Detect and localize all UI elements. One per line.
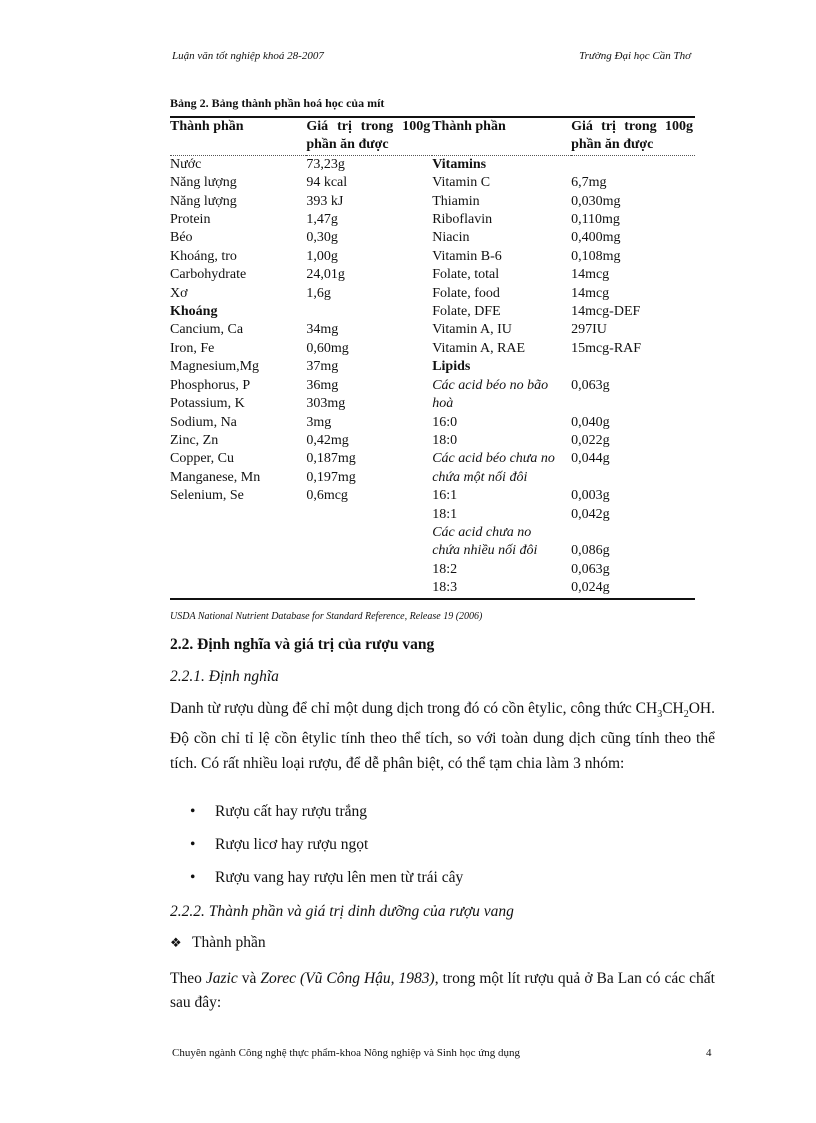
bullet-icon: • [190,803,196,820]
definition-paragraph: Danh từ rượu dùng để chỉ một dung dịch trong đó có cồn êtylic, công thức $CH_3CH_2OH$. Độ cồn chỉ tỉ lệ cồn êtylic tính theo thể tích, so với toàn dung dịch cũng tính theo thể tích. Có rất nhiều loại rượu, để dễ phân biệt, có thể tạm chia làm 3 nhóm: [170,700,715,772]
nutrient-name: Magnesium,Mg [170,359,260,375]
nutrient-value: 297IU [571,322,607,338]
nutrient-name [170,542,306,560]
nutrient-value: 14mcg [571,285,610,301]
nutrient-value: 0,400mg [571,230,621,246]
table-row [170,579,695,598]
nutrient-value: 34mg [306,322,339,338]
nutrient-name: Niacin [432,230,470,246]
nutrient-value: 0,60mg [306,340,349,356]
table-row [170,155,695,174]
diamond-bullet-icon: ❖ [170,936,182,951]
nutrient-name: Sodium, Na [170,414,237,430]
table-row [170,229,695,247]
nutrient-name: Riboflavin [432,212,493,228]
subsection-heading-definition: 2.2.1. Định nghĩa [170,668,279,685]
nutrient-name: Protein [170,212,211,228]
nutrient-value: 3mg [306,414,332,430]
bullet-icon: • [190,869,196,886]
nutrient-name: chứa nhiều nối đôi [432,543,538,559]
nutrient-name: Carbohydrate [170,267,247,283]
nutrient-name: Folate, total [432,267,500,283]
nutrient-name: Năng lượng [170,175,237,191]
table-caption: Bảng 2. Bảng thành phần hoá học của mít [170,96,385,110]
nutrient-name: Các acid chưa no [432,524,532,540]
nutrient-name: Phosphorus, P [170,377,251,393]
nutrient-name: Vitamin B-6 [432,248,502,264]
table-row [170,450,695,468]
column-header: Thành phần [432,117,571,155]
subsection-heading-composition: 2.2.2. Thành phần và giá trị dinh dưỡng của rượu vang [170,903,514,920]
nutrient-value: 0,110mg [571,212,620,228]
nutrient-name: Folate, food [432,285,500,301]
nutrient-name: Selenium, Se [170,488,244,504]
nutrient-name: Khoáng [170,304,218,320]
nutrient-value: 0,030mg [571,193,621,209]
table-row [170,432,695,450]
nutrient-value: 0,187mg [306,451,356,467]
nutrient-value [306,506,432,524]
nutrient-value [571,395,695,413]
nutrient-name: Béo [170,230,193,246]
table-row [170,524,695,542]
nutrient-name: Manganese, Mn [170,469,261,485]
nutrient-name: 16:0 [432,414,458,430]
nutrient-name: Cancium, Ca [170,322,244,338]
table-row [170,487,695,505]
nutrient-name: Zinc, Zn [170,432,219,448]
table-row [170,469,695,487]
table-body [170,155,695,598]
nutrient-name: Năng lượng [170,193,237,209]
nutrient-value [571,155,695,174]
nutrient-value: 0,6mcg [306,488,348,504]
nutrient-value: 0,044g [571,451,610,467]
nutrient-value: 14mcg-DEF [571,304,641,320]
nutrient-name: Nước [170,156,202,172]
column-header: Thành phần [170,117,306,155]
nutrient-value: 0,086g [571,543,610,559]
nutrient-value [571,469,695,487]
table-row [170,248,695,266]
table-row [170,211,695,229]
nutrient-name: Khoáng, tro [170,248,237,264]
composition-label: ❖ Thành phần [170,934,266,951]
nutrient-value: 0,30g [306,230,338,246]
footer-text: Chuyên ngành Công nghệ thực phẩm-khoa Nông nghiệp và Sinh học ứng dụng [172,1047,520,1059]
nutrient-name: 18:3 [432,579,571,598]
nutrient-name [170,506,306,524]
section-heading: 2.2. Định nghĩa và giá trị của rượu vang [170,636,435,653]
nutrient-name: Folate, DFE [432,304,501,320]
table-row [170,321,695,339]
nutrient-name [170,524,306,542]
nutrient-value: 0,108mg [571,248,621,264]
nutrient-value: 37mg [306,359,339,375]
nutrient-name: Thiamin [432,193,480,209]
nutrient-name: Vitamins [432,156,487,172]
table-row [170,542,695,560]
table-row [170,266,695,284]
nutrient-value [306,579,432,598]
nutrient-name: hoà [432,396,454,412]
column-header: Giá trị trong 100g phần ăn được [571,117,695,155]
nutrient-value: 0,063g [571,377,610,393]
nutrient-value: 6,7mg [571,175,607,191]
nutrient-value: 0,063g [571,561,610,577]
nutrient-value: 0,040g [571,414,610,430]
nutrient-name: Potassium, K [170,396,245,412]
table-row [170,340,695,358]
table-row [170,285,695,303]
table-row [170,506,695,524]
nutrient-value: 1,47g [306,212,338,228]
nutrient-name: Vitamin A, IU [432,322,512,338]
nutrient-value [571,358,695,376]
nutrient-name: Iron, Fe [170,340,215,356]
nutrient-value: 14mcg [571,267,610,283]
nutrient-value: 303mg [306,396,346,412]
header-right: Trường Đại học Cần Thơ [579,50,691,62]
nutrient-value: 24,01g [306,267,345,283]
table-source: USDA National Nutrient Database for Standard Reference, Release 19 (2006) [170,611,483,622]
nutrient-name: Lipids [432,359,471,375]
nutrient-value: 0,024g [571,579,695,598]
nutrient-name [170,579,306,598]
column-header: Giá trị trong 100g phần ăn được [306,117,432,155]
nutrient-value [306,303,432,321]
nutrient-value: 0,042g [571,506,610,522]
nutrient-value [306,561,432,579]
nutrient-value [571,524,695,542]
page-number: 4 [706,1047,712,1059]
nutrient-value: 0,42mg [306,432,349,448]
nutrient-value [306,542,432,560]
nutrient-name: 18:2 [432,561,458,577]
table-row [170,414,695,432]
table-row [170,561,695,579]
nutrient-name: 16:1 [432,488,458,504]
nutrient-name: 18:1 [432,506,458,522]
nutrient-value: 0,022g [571,432,610,448]
list-item: • Rượu cất hay rượu trắng [190,803,367,820]
table-row [170,377,695,395]
nutrient-value: 73,23g [306,156,345,172]
nutrient-name: 18:0 [432,432,458,448]
nutrient-value: 0,003g [571,488,610,504]
nutrient-name: Copper, Cu [170,451,234,467]
nutrient-name: Xơ [170,285,188,301]
table-row [170,174,695,192]
nutrient-name [170,561,306,579]
list-item: • Rượu licơ hay rượu ngọt [190,836,369,853]
table-row [170,303,695,321]
bullet-icon: • [190,836,196,853]
nutrient-value [306,524,432,542]
list-item: • Rượu vang hay rượu lên men từ trái cây [190,869,464,886]
nutrient-value: 1,00g [306,248,338,264]
nutrient-name: Các acid béo no bão [432,377,549,393]
nutrient-name: Các acid béo chưa no [432,451,555,467]
composition-paragraph: Theo Jazic và Zorec (Vũ Công Hậu, 1983), trong một lít rượu quả ở Ba Lan có các chất sau đây: [170,970,715,1012]
nutrient-value: 1,6g [306,285,331,301]
nutrient-name: chứa một nối đôi [432,469,528,485]
table-row [170,358,695,376]
nutrient-value: 36mg [306,377,339,393]
wine-types-list [190,803,463,902]
nutrient-value: 393 kJ [306,193,344,209]
table-header-row [170,117,695,155]
table-row [170,193,695,211]
nutrient-value: 15mcg-RAF [571,340,642,356]
nutrient-name: Vitamin C [432,175,491,191]
header-left: Luận văn tốt nghiệp khoá 28-2007 [172,50,324,62]
table-row [170,395,695,413]
nutrient-value: 94 kcal [306,175,348,191]
nutrition-table [170,116,695,600]
nutrient-name: Vitamin A, RAE [432,340,526,356]
nutrient-value: 0,197mg [306,469,356,485]
